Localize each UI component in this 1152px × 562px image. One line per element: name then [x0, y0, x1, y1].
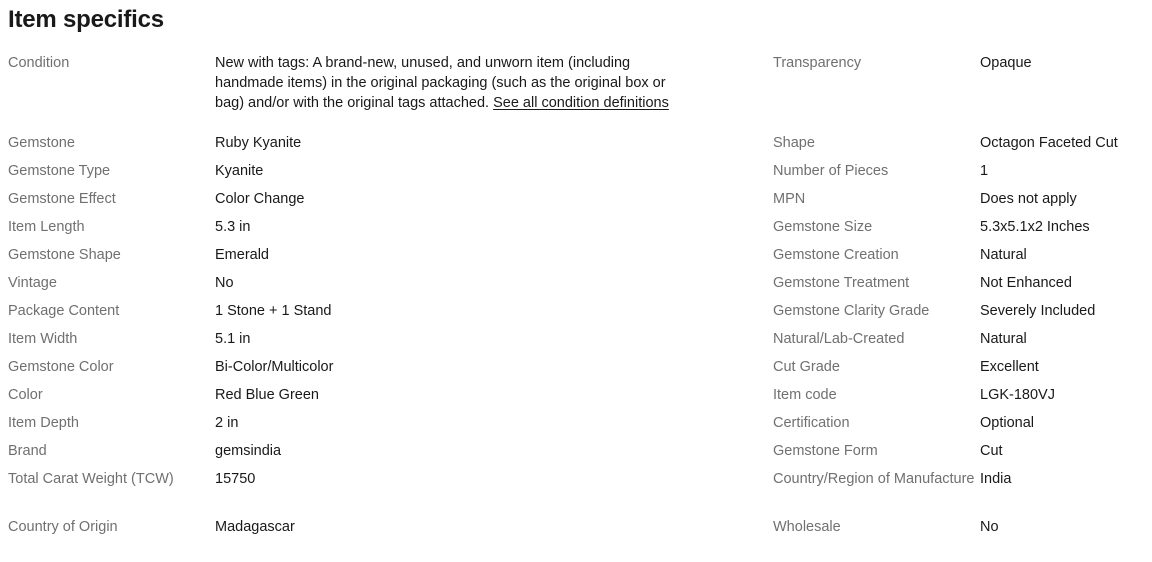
- spec-row-condition: [8, 53, 773, 133]
- condition-definitions-link[interactable]: See all condition definitions: [493, 95, 669, 111]
- spec-label: Vintage: [8, 275, 57, 291]
- spec-label: Brand: [8, 443, 47, 459]
- spec-value: India: [980, 471, 1012, 487]
- spec-row-number-of-pieces: [773, 161, 1144, 189]
- spec-row-gemstone-form: [773, 441, 1144, 469]
- spec-row-gemstone-clarity-grade: [773, 301, 1144, 329]
- spec-row-gemstone-color: [8, 357, 773, 385]
- condition-text: New with tags: A brand-new, unused, and unworn item (including handmade items) in the original packaging (such as the original box or bag) and/or with the original tags attached.: [215, 55, 666, 111]
- spec-row-gemstone-effect: [8, 189, 773, 217]
- spec-value: 5.3x5.1x2 Inches: [980, 219, 1090, 235]
- spec-label: Gemstone: [8, 135, 75, 151]
- spec-row-color: [8, 385, 773, 413]
- spec-label: Gemstone Treatment: [773, 275, 910, 291]
- spec-label: Gemstone Color: [8, 359, 114, 375]
- spec-row-package-content: [8, 301, 773, 329]
- spec-value: Bi-Color/Multicolor: [215, 359, 334, 375]
- spec-label: Gemstone Creation: [773, 247, 899, 263]
- spec-value: Opaque: [980, 55, 1032, 71]
- spec-value: Octagon Faceted Cut: [980, 135, 1118, 151]
- spec-value: Does not apply: [980, 191, 1077, 207]
- spec-label: Condition: [8, 55, 70, 71]
- spec-value: No: [215, 275, 234, 291]
- spec-value: [215, 53, 685, 113]
- spec-value: 5.1 in: [215, 331, 251, 347]
- spec-value: Color Change: [215, 191, 305, 207]
- spec-label: MPN: [773, 191, 806, 207]
- spec-row-gemstone-shape: [8, 245, 773, 273]
- spec-row-gemstone: [8, 133, 773, 161]
- spec-value: 15750: [215, 471, 256, 487]
- spec-label: Gemstone Size: [773, 219, 873, 235]
- spec-value: Natural: [980, 331, 1027, 347]
- spec-value: Excellent: [980, 359, 1039, 375]
- spec-label: Gemstone Type: [8, 163, 111, 179]
- spec-row-wholesale: [773, 517, 1144, 545]
- spec-value: Ruby Kyanite: [215, 135, 302, 151]
- spec-row-shape: [773, 133, 1144, 161]
- specifics-grid: [8, 53, 1144, 545]
- spec-row-country-region-of-manufacture: [773, 469, 1144, 517]
- spec-row-item-width: [8, 329, 773, 357]
- spec-value: Natural: [980, 247, 1027, 263]
- spec-row-item-depth: [8, 413, 773, 441]
- spec-label: Package Content: [8, 303, 120, 319]
- spec-value: LGK-180VJ: [980, 387, 1055, 403]
- spec-label: Transparency: [773, 55, 862, 71]
- spec-row-gemstone-creation: [773, 245, 1144, 273]
- spec-label: Item Width: [8, 331, 78, 347]
- spec-value: Kyanite: [215, 163, 264, 179]
- section-title: Item specifics: [8, 6, 164, 33]
- spec-value: Red Blue Green: [215, 387, 319, 403]
- spec-value: Not Enhanced: [980, 275, 1072, 291]
- spec-row-transparency: [773, 53, 1144, 133]
- spec-row-mpn: [773, 189, 1144, 217]
- spec-label: Cut Grade: [773, 359, 840, 375]
- spec-row-item-length: [8, 217, 773, 245]
- spec-label: Gemstone Shape: [8, 247, 121, 263]
- spec-value: Severely Included: [980, 303, 1096, 319]
- spec-value: Cut: [980, 443, 1003, 459]
- spec-label: Gemstone Effect: [8, 191, 116, 207]
- spec-label: Gemstone Clarity Grade: [773, 303, 930, 319]
- spec-row-total-carat-weight: [8, 469, 773, 517]
- specifics-right-column: [773, 53, 1144, 545]
- spec-row-gemstone-treatment: [773, 273, 1144, 301]
- spec-row-certification: [773, 413, 1144, 441]
- spec-value: 1: [980, 163, 989, 179]
- spec-row-item-code: [773, 385, 1144, 413]
- spec-row-natural-lab-created: [773, 329, 1144, 357]
- spec-label: Number of Pieces: [773, 163, 889, 179]
- spec-row-vintage: [8, 273, 773, 301]
- spec-label: Certification: [773, 415, 850, 431]
- spec-value: No: [980, 519, 999, 535]
- spec-row-gemstone-size: [773, 217, 1144, 245]
- spec-value: 2 in: [215, 415, 239, 431]
- spec-label: Country of Origin: [8, 519, 118, 535]
- spec-row-cut-grade: [773, 357, 1144, 385]
- spec-label: Total Carat Weight (TCW): [8, 471, 174, 487]
- spec-value: gemsindia: [215, 443, 282, 459]
- spec-label: Item Depth: [8, 415, 79, 431]
- spec-label: Natural/Lab-Created: [773, 331, 905, 347]
- spec-value: Madagascar: [215, 519, 295, 535]
- spec-label: Country/Region of Manufacture: [773, 471, 975, 487]
- spec-value: 5.3 in: [215, 219, 251, 235]
- spec-row-country-of-origin: [8, 517, 773, 545]
- spec-value: Emerald: [215, 247, 269, 263]
- spec-label: Gemstone Form: [773, 443, 878, 459]
- spec-label: Wholesale: [773, 519, 841, 535]
- spec-value: 1 Stone + 1 Stand: [215, 303, 332, 319]
- spec-label: Item code: [773, 387, 837, 403]
- spec-label: Shape: [773, 135, 815, 151]
- spec-value: Optional: [980, 415, 1035, 431]
- spec-label: Color: [8, 387, 43, 403]
- spec-row-brand: [8, 441, 773, 469]
- specifics-left-column: [8, 53, 773, 545]
- spec-row-gemstone-type: [8, 161, 773, 189]
- spec-label: Item Length: [8, 219, 85, 235]
